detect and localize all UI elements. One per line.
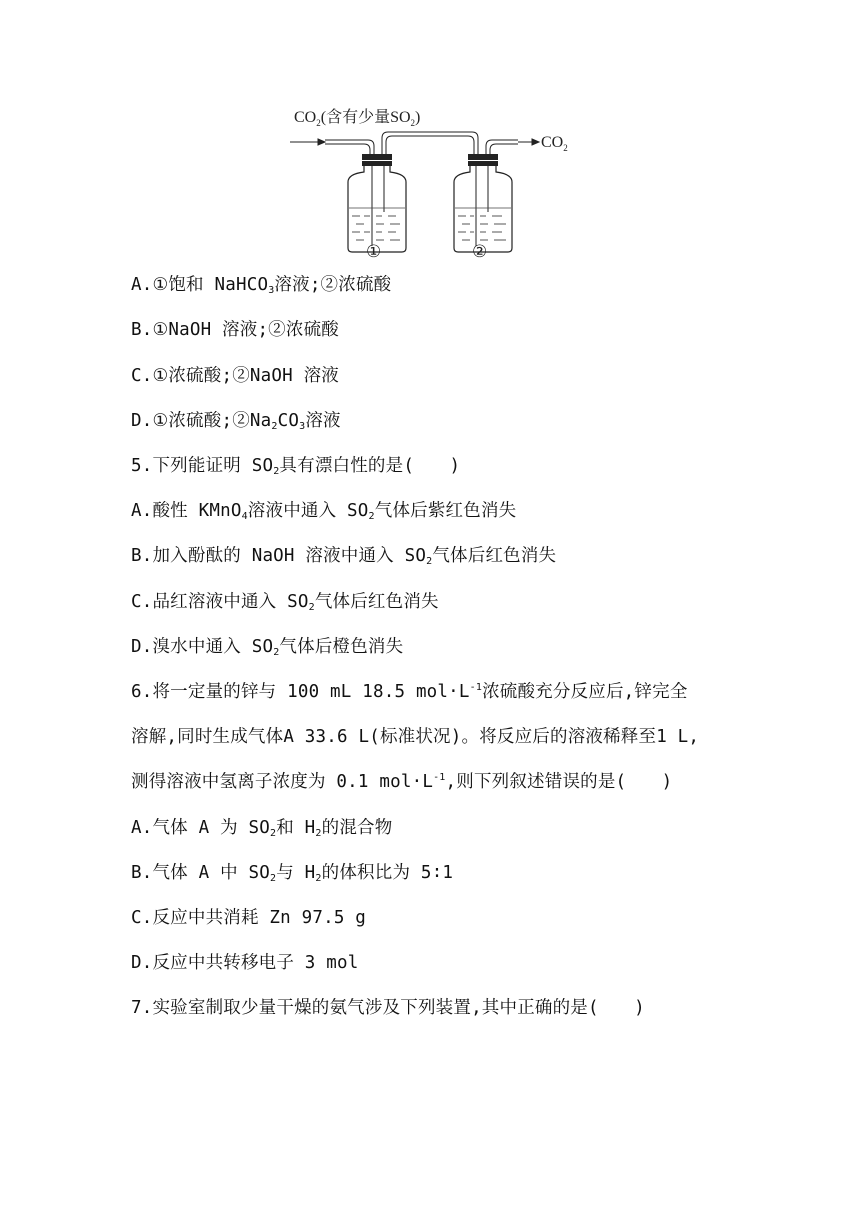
- outlet-label: $CO_2$: [541, 134, 568, 153]
- bottle-1-label: ①: [366, 242, 382, 261]
- q5-stem: 5.下列能证明 $SO_2$具有漂白性的是( ): [131, 456, 461, 477]
- q6-option-c: C.反应中共消耗 Zn 97.5 g: [131, 908, 367, 928]
- inlet-arrow: [290, 139, 325, 145]
- q6-stem-line-1: 6.将一定量的锌与 100 mL 18.5 $mol\cdot L^{-1}$浓硫酸充分反应后,锌完全: [131, 682, 688, 702]
- outlet-arrow: [518, 139, 539, 145]
- q6-option-b: B.气体 A 中 $SO_2$与 $H_2$的体积比为 5∶1: [131, 863, 454, 884]
- q6-stem-line-3: 测得溶液中氢离子浓度为 0.1 $mol\cdot L^{-1}$,则下列叙述错误的是( ): [131, 772, 673, 792]
- q6-option-a: A.气体 A 为 $SO_2$和 $H_2$的混合物: [131, 818, 393, 839]
- q4-option-a: A.①饱和 NaHCO$_3$溶液;②浓硫酸: [131, 275, 392, 296]
- q6-option-d: D.反应中共转移电子 3 mol: [131, 953, 359, 973]
- q4-option-c: C.①浓硫酸;②NaOH 溶液: [131, 366, 339, 386]
- q5-option-a: A.酸性 KMnO$_4$溶液中通入 $SO_2$气体后紫红色消失: [131, 501, 517, 522]
- inlet-label: $CO_2$(含有少量$SO_2$): [294, 109, 421, 128]
- q5-option-d: D.溴水中通入 $SO_2$气体后橙色消失: [131, 637, 404, 658]
- q5-option-c: C.品红溶液中通入 $SO_2$气体后红色消失: [131, 592, 439, 613]
- q5-option-b: B.加入酚酞的 NaOH 溶液中通入 $SO_2$气体后红色消失: [131, 546, 557, 567]
- q7-stem: 7.实验室制取少量干燥的氨气涉及下列装置,其中正确的是( ): [131, 998, 645, 1018]
- tube-network: [325, 132, 518, 156]
- wash-bottle-1: [348, 154, 406, 252]
- gas-washing-apparatus: [288, 104, 578, 262]
- q4-option-d: D.①浓硫酸$;②Na_2CO_3$溶液: [131, 411, 341, 432]
- wash-bottle-2: [454, 154, 512, 252]
- q6-stem-line-2: 溶解,同时生成气体A 33.6 L(标准状况)。将反应后的溶液稀释至1 L,: [131, 727, 700, 747]
- bottle-2-label: ②: [472, 242, 488, 261]
- q4-option-b: B.①NaOH 溶液;②浓硫酸: [131, 320, 339, 340]
